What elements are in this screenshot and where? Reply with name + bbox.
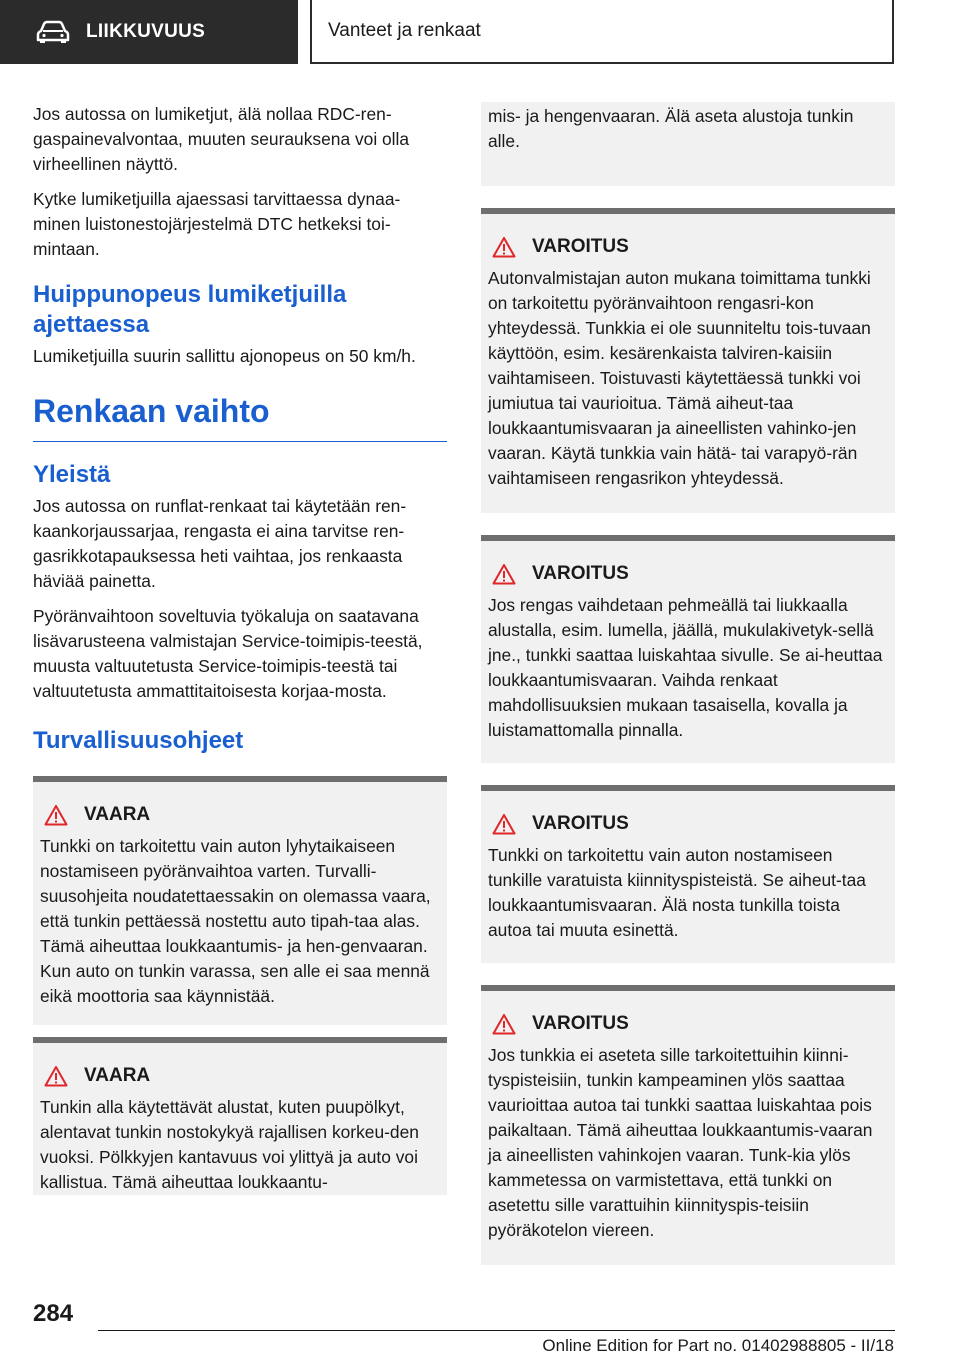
edition-info: Online Edition for Part no. 01402988805 - II/18 (542, 1336, 894, 1355)
notice-text: Tunkki on tarkoitettu vain auton lyhytaikaiseen nostamiseen pyöränvaihtoa varten. Turvalli-suusohjeita noudatettaessakin on olemassa vaara, että tunkin pettäessä nostettu auto tipah-taa alas. Tämä aiheuttaa loukkaantumis- ja hen-genvaaran. Kun auto on tunkin varassa, sen alle ei saa mennä eikä moottoria saa käynnistää. (40, 836, 431, 1006)
notice-text: Tunkki on tarkoitettu vain auton nostamiseen tunkille varatuista kiinnityspisteistä. Se aiheut-taa loukkaantumisvaaran. Älä nosta tunkilla toista autoa tai muuta esinettä. (488, 845, 866, 940)
notice-text: mis- ja hengenvaaran. Älä aseta alustoja tunkin alle. (488, 106, 854, 151)
notice-label: VAROITUS (532, 1013, 629, 1034)
notice-label: VAROITUS (532, 813, 629, 834)
left-column (33, 102, 447, 1195)
warning-triangle-icon (44, 804, 68, 826)
right-column (481, 102, 895, 1277)
warning-notice (481, 208, 895, 513)
paragraph: Jos autossa on lumiketjut, älä nollaa RDC-ren-gaspainevalvontaa, muuten seurauksena voi olla virheellinen näyttö. (33, 104, 410, 174)
page-header (310, 0, 894, 64)
car-icon (36, 20, 70, 44)
notice-text: Tunkin alla käytettävät alustat, kuten puupölkyt, alentavat tunkin nostokykyä rajallisen korkeu-den vuoksi. Pölkkyjen kantavuus voi ylittyä ja auto voi kallistua. Tämä aiheuttaa loukkaantu- (40, 1097, 419, 1192)
notice-label: VAROITUS (532, 563, 629, 584)
danger-notice (33, 776, 447, 1025)
warning-triangle-icon (492, 563, 516, 585)
section-tab (0, 0, 298, 64)
warning-triangle-icon (492, 813, 516, 835)
danger-notice (33, 1037, 447, 1195)
notice-label: VAROITUS (532, 236, 629, 257)
notice-label: VAARA (84, 1065, 151, 1086)
chapter-title: Vanteet ja renkaat (328, 20, 481, 41)
heading-top-speed: Huippunopeus lumiketjuilla ajettaessa (33, 281, 347, 338)
heading-general: Yleistä (33, 461, 111, 488)
notice-label: VAARA (84, 804, 151, 825)
notice-text: Jos tunkkia ei aseteta sille tarkoitettuihin kiinni-tyspisteisiin, tunkin kampeaminen ylös saattaa vaurioittaa autoa tai tunkki saattaa luiskahtaa pois paikaltaan. Tämä aiheuttaa loukkaantumis-vaaran ja aineellisten vahinkojen vaaran. Tunk-kia ylös kammetessa on varmistettava, että tunkki on asetettu sille varattuihin kiinnityspis-teisiin pyöräkotelon viereen. (488, 1045, 873, 1240)
notice-continuation (481, 102, 895, 186)
warning-triangle-icon (492, 1013, 516, 1035)
section-label: LIIKKUVUUS (86, 21, 206, 42)
warning-notice (481, 535, 895, 763)
warning-triangle-icon (492, 236, 516, 258)
paragraph: Lumiketjuilla suurin sallittu ajonopeus on 50 km/h. (33, 346, 416, 366)
page-number: 284 (33, 1300, 74, 1327)
notice-text: Jos rengas vaihdetaan pehmeällä tai liukkaalla alustalla, esim. lumella, jäällä, mukulakivetyk-sellä jne., tunkki saattaa luiskahtaa sivulle. Se ai-heuttaa loukkaantumisvaaran. Vaihda renkaat mahdollisuuksien mukaan tasaisella, kovalla ja luistamattomalla pinnalla. (488, 595, 883, 740)
warning-notice (481, 785, 895, 963)
paragraph: Jos autossa on runflat-renkaat tai käytetään ren-kaankorjaussarjaa, rengasta ei aina tarvitse ren-gasrikkotapauksessa heti vaihtaa, jos renkaasta häviää painetta. (33, 496, 407, 591)
notice-text: Autonvalmistajan auton mukana toimittama tunkki on tarkoitettu pyöränvaihtoon rengasri-kon yhteydessä. Tunkkia ei ole suunniteltu tois-tuvaan käyttöön, esim. kesärenkaista talviren-kaisiin vaihtamiseen. Toistuvasti käytettäessä tunkki voi jumiutua tai vaurioitua. Tämä aiheut-taa loukkaantumisvaaran ja aineellisten vahinko-jen vaaran. Käytä tunkkia vain hätä- tai varapyö-rän vaihtamiseen rengasrikon yhteydessä. (488, 268, 871, 488)
paragraph: Pyöränvaihtoon soveltuvia työkaluja on saatavana lisävarusteena valmistajan Service-toimipis-teestä, muusta valtuutetusta Service-toimipis-teestä tai valtuutetusta ammattitaitoisesta korjaa-mosta. (33, 606, 423, 701)
warning-triangle-icon (44, 1065, 68, 1087)
footer-divider (98, 1330, 895, 1331)
paragraph: Kytke lumiketjuilla ajaessasi tarvittaessa dynaa-minen luistonestojärjestelmä DTC hetkeksi toi-mintaan. (33, 189, 401, 259)
warning-notice (481, 985, 895, 1265)
heading-safety: Turvallisuusohjeet (33, 727, 244, 754)
heading-tire-change: Renkaan vaihto (33, 391, 447, 442)
